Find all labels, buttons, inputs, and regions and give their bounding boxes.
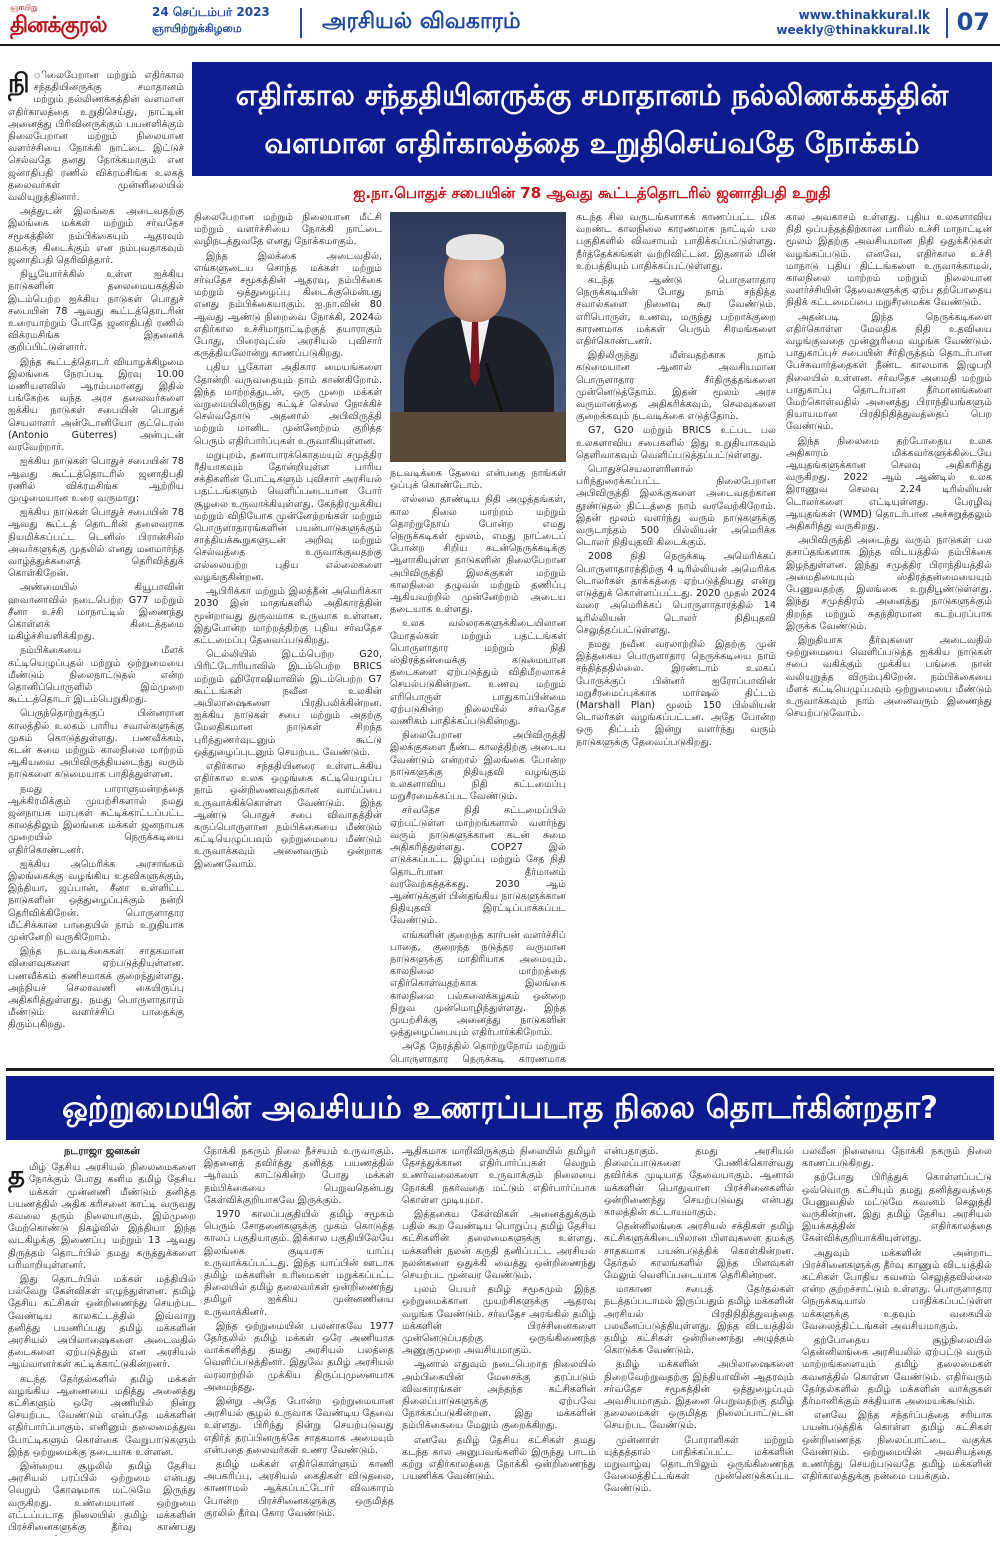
story1-subheadline: ஐ.நா.பொதுச் சபையின் 78 ஆவது கூட்டத்தொடரில் ஜனாதிபதி உறுதி	[353, 184, 831, 202]
story1-col5-para: இறுதியாக தீர்வுகளை அடைவதில் ஒற்றுமையை வெளிப்படுத்த ஐக்கிய நாடுகள் சபை வகிக்கும் முக்கிய பங்கை நான் வலியுறுத்த விரும்புகிறேன். நம்பிக்கையை மீளக் கட்டியெழுப்பவும் ஒற்றுமையை மீண்டும் உருவாக்கவும் நாம் அனைவரும் இணைந்து செயற்படுவோம்.	[786, 634, 992, 720]
story1-col1-para: பெருந்தொற்றுக்குப் பின்னரான காலத்தில் உலகம் பாரிய சவால்களுக்கு முகம் கொடுத்துள்ளது. பணவீக்கம், கடன் சுமை மற்றும் காலநிலை மாற்றம் ஆகியவை அபிவிருத்தியடைந்து வரும் நாடுகளை கடுமையாக பாதித்துள்ளன.	[8, 708, 184, 781]
story2-col4-para: தென்னிலங்கை அரசியல் சக்திகள் தமிழ் கட்சிகளுக்கிடையிலான பிளவுகளை தமக்கு சாதகமாக பயன்படுத்திக் கொள்கின்றன. தேர்தல் காலங்களில் இந்த பிளவுகள் மேலும் வெளிப்படையாக தெரிகின்றன.	[604, 1221, 794, 1282]
story1-headline-line2: வளமான எதிர்காலத்தை உறுதிசெய்வதே நோக்கம்	[264, 126, 920, 160]
story2-col5-para: அதுவும் மக்களின் அன்றாட பிரச்சினைகளுக்கு தீர்வு காணும் விடயத்தில் கட்சிகள் போதிய கவனம் செலுத்தவில்லை என்ற குற்றச்சாட்டும் உள்ளது. பொருளாதார நெருக்கடியால் பாதிக்கப்பட்டுள்ள மக்களுக்கு உதவும் வகையில் வேலைத்திட்டங்கள் அவசியமாகும்.	[802, 1247, 992, 1332]
photo-hair	[446, 234, 504, 260]
masthead-divider	[300, 8, 302, 38]
story2-col3-para: இத்தகைய கேள்விகள் அனைத்துக்கும் பதில் கூற வேண்டிய பொறுப்பு தமிழ் தேசிய கட்சிகளின் தலைமைகளுக்கு உள்ளது. மக்களின் நலன் கருதி தனிப்பட்ட அரசியல் நலன்களை ஒதுக்கி வைத்து ஒன்றிணைந்து செயற்பட முன்வர வேண்டும்.	[402, 1209, 596, 1282]
story1-col1-para: நி ிலைபேறான மற்றும் எதிர்கால சந்ததியினருக்கு சமாதானம் மற்றும் நல்லிணக்கத்தின் வளமான எதிர்காலத்தை உறுதிசெய்து, நாட்டின் அனைத்து பிரிவினருக்கும் பயனளிக்கும் நிலைபேறான மற்றும் நிலையான வளர்ச்சியை நோக்கி நாட்டை இட்டுச் செல்வதே தனது நோக்கமாகும் என ஜனாதிபதி ரணில் விக்ரமசிங்க உலகத் தலைவர்கள் முன்னிலையில் வலியுறுத்தினார்.	[8, 70, 184, 204]
website-link[interactable]: www.thinakkural.lk	[798, 8, 930, 22]
story1-column-1	[8, 70, 184, 1064]
story1-col5-para: இந்த நிலைமை தற்போதைய உலக அதிகாரம் மிக்கவர்களுக்கிடையே ஆயுதங்களுக்கான செலவு அதிகரித்து வருகிறது. 2022 ஆம் ஆண்டில் உலக இராணுவ செலவு 2.24 டிரில்லியன் டொலர்களை எட்டியுள்ளது. பேரழிவு ஆயுதங்கள் (WMD) தொடர்பான அச்சுறுத்தலும் அதிகரித்து வருகிறது.	[786, 435, 992, 533]
president-speech-photo[interactable]	[390, 212, 566, 462]
story1-column-4	[576, 212, 776, 1064]
story2-column-5	[802, 1146, 992, 1536]
contact-block	[776, 8, 930, 38]
story1-column-2	[194, 212, 382, 1064]
story1-col1-para: நமது பாராளுமன்றத்தை ஆக்கிரமிக்கும் முயற்சிகளால் நமது ஜனநாயக மரபுகள் சுட்டிக்காட்டப்பட்ட காலத்திலும் இலங்கை மக்கள் ஜனநாயக முறையில் நெருக்கடியை எதிர்கொண்டனர்.	[8, 783, 184, 856]
story1-col1-para: அத்துடன் இலங்கை அடைவதற்கு இலங்கை மக்கள் மற்றும் சர்வதேச சமூகத்தின் நம்பிக்கையும் ஆதரவும் தமக்கு கிடைக்கும் என நம்புவதாகவும் ஜனாதிபதி தெரிவித்தார்.	[8, 206, 184, 267]
drop-cap: நி	[8, 70, 30, 99]
story2-col4-para: முன்னாள் போராளிகள் மற்றும் யுத்தத்தால் பாதிக்கப்பட்ட மக்களின் மறுவாழ்வு தொடர்பிலும் ஒருங்கிணைந்த வேலைத்திட்டங்கள் முன்னெடுக்கப்பட வேண்டும்.	[604, 1434, 794, 1495]
story1-col2-para: புதிய பூகோள அதிகார மையங்களை தோன்றி வருவதையும் நாம் காண்கிறோம். இந்த மாற்றத்துடன், ஒரு முறை மக்கள் வறுமையிலிருந்து கட்டிச் செல்ல நோக்கிச் செல்வதோடு அதனால் அபிவிருத்தி மற்றும் மானிட முன்னேற்றம் குறித்த பெரும் எதிர்பார்ப்புகள் உருவாகியுள்ளன.	[194, 362, 382, 447]
story1-col3-para: எல்லை தாண்டிய நிதி அழுத்தங்கள், கால நிலை மாற்றம் மற்றும் தொற்றுநோய் போன்ற எமது நெருக்கடிகள் மூலம், எமது நாட்டைப் போன்ற சிறிய கடன்நெருக்கடிக்கு ஆளாகியுள்ள நாடுகளின் நிலைபேறான அபிவிருத்தி இலக்குகள் மற்றும் காலநிலை தழுவல் மற்றும் தணிப்பு ஆகியவற்றில் முன்னேற்றம் அடைய தடையாக உள்ளது.	[390, 494, 566, 616]
story2-headline: ஒற்றுமையின் அவசியம் உணரப்படாத நிலை தொடர்கின்றதா?	[61, 1090, 939, 1126]
masthead	[0, 0, 1000, 46]
story1-col2-para: ஆபிரிக்கா மற்றும் இலத்தீன் அமெரிக்கா 2030 இன் மாதங்களில் அதிகாரத்தின் மூன்றாவது துருவமாக உருவாக உள்ளன. இதுபோன்ற மாற்றத்திற்கு புதிய சர்வதேச கட்டமைப்பு தேவைப்படுகிறது.	[194, 586, 382, 646]
story2-col2-para: இன்று அதே போன்ற ஒற்றுமையான அரசியல் சூழல் உருவாக வேண்டிய தேவை உள்ளது. பிரிந்து நின்று செயற்படுவது எதிர்த் தரப்பினருக்கே சாதகமாக அமையும் என்பதை தலைவர்கள் உணர வேண்டும்.	[204, 1396, 394, 1456]
story1-col4-para: நமது நவீன வரலாற்றில் இதற்கு முன் இத்தகைய பொருளாதார நெருக்கடியை நாம் சந்தித்ததில்லை. இரண்டாம் உலகப் போருக்குப் பின்னர் ஐரோப்பாவின் மறுசீரமைப்புக்காக மார்ஷல் திட்டம் (Marshall Plan) மூலம் 150 பில்லியன் டொலர்கள் வழங்கப்பட்டன. அதே போன்ற ஒரு திட்டம் இன்று வளர்ந்து வரும் நாடுகளுக்கு தேவைப்படுகிறது.	[576, 638, 776, 748]
story1-col2-para: எதிர்கால சந்ததியினரை உள்ளடக்கிய எதிர்கால உலக ஒழுங்கை கட்டியெழுப்ப நாம் ஒன்றிணைவதற்கான வாய்ப்பை உருவாக்கிக்கொள்ள வேண்டும். இந்த ஆண்டு பொதுச் சபை விவாதத்தின் கருப்பொருளான நம்பிக்கையை மீண்டும் கட்டியெழுப்பவும் ஒற்றுமையை மீண்டும் உருவாக்கவும் அனைவரும் ஒன்றாக இணைவோம்.	[194, 760, 382, 870]
story1-col3-para: எங்களின் குறைந்த கார்பன் வளர்ச்சிப் பாதை, குறைந்த நடுத்தர வருமான நாடுகளுக்கு மாதிரியாக அமையும். காலநிலை மாற்றத்தை எதிர்கொள்வதற்காக இலங்கை காலநிலை பல்கலைக்கழகம் ஒன்றை நிறுவ முன்மொழிந்துள்ளது. இந்த முயற்சிக்கு அனைத்து நாடுகளின் ஒத்துழைப்பையும் எதிர்பார்க்கிறோம்.	[390, 929, 566, 1039]
story2-col2-para: நோக்கி நகரும் நிலை நீச்சயம் உருவாகும். இதனைத் தவிர்த்து தனித்த பயணத்தில் ஆர்வம் காட்டுகின்ற போது மக்கள் நம்பிக்கையை பெறுவதென்பது கேள்விக்குறியாகவே இருக்கும்.	[204, 1146, 394, 1206]
story2-col5-para: எனவே இந்த சந்தர்ப்பத்தை சரியாக பயன்படுத்திக் கொள்ள தமிழ் கட்சிகள் ஒன்றிணைந்த நிலைப்பாட்டை வகுக்க வேண்டும். ஒற்றுமையின் அவசியத்தை உணர்ந்து செயற்படுவதே தமிழ் மக்களின் எதிர்காலத்துக்கு நன்மை பயக்கும்.	[802, 1410, 992, 1483]
story2-col1-para: தமிழ் தேசிய அரசியல் நிலைமைகளை நோக்கும் போது கனிம தமிழ் தேசிய மக்கள் முன்னணி மீண்டும் தனித்த பயணத்தில் அதிக கரிசனை காட்டி வருவது கவலை தரும் நிலையாகும். இம்முறை மேற்கொண்டு நிகழ்வில் இந்தியா இந்த வடகிழக்கு இணைப்பு மற்றும் 13 ஆவது திருத்தம் தொடர்பில் தமது கருத்துக்களை பரிமாறியுள்ளனர்.	[8, 1161, 196, 1271]
story1-headline-banner[interactable]	[192, 62, 992, 176]
story2-col3-para: புலம் பெயர் தமிழ் சமூகமும் இந்த ஒற்றுமைக்கான முயற்சிகளுக்கு ஆதரவு வழங்க வேண்டும். சர்வதேச அரங்கில் தமிழ் மக்களின் பிரச்சினைகளை முன்னெடுப்பதற்கு ஒருங்கிணைந்த அணுகுமுறை அவசியமாகும்.	[402, 1284, 596, 1357]
issue-day: ஞாயிற்றுக்கிழமை	[152, 22, 242, 35]
story1-col1-para: இந்த நடவடிக்கைகள் சாதகமான விளைவுகளை ஏற்படுத்தியுள்ளன. பணவீக்கம் கணிசமாகக் குறைந்துள்ளது. அந்நியச் செலாவணி கையிருப்பு அதிகரித்துள்ளது. நமது பொருளாதாரம் மீண்டும் வளர்ச்சிப் பாதைக்கு திரும்புகிறது.	[8, 946, 184, 1031]
story-separator-rule	[6, 1068, 994, 1071]
story2-headline-banner[interactable]	[6, 1076, 994, 1140]
story1-col1-para: ஐக்கிய அமெரிக்க அரசாங்கம் இலங்கைக்கு வழங்கிய உதவிகளுக்கும், இந்தியா, ஜப்பான், சீனா உள்ளிட்ட நாடுகளின் ஒத்துழைப்புக்கும் நன்றி தெரிவிக்கிறேன். பொருளாதார மீட்சிக்கான பாதையில் நாம் உறுதியாக முன்னேறி வருகிறோம்.	[8, 858, 184, 944]
story2-col4-para: மாகாண சபைத் தேர்தல்கள் நடத்தப்படாமல் இருப்பதும் தமிழ் மக்களின் அரசியல் பிரதிநிதித்துவத்தை பலவீனப்படுத்தியுள்ளது. இந்த விடயத்தில் தமிழ் கட்சிகள் ஒன்றிணைந்து அழுத்தம் கொடுக்க வேண்டும்.	[604, 1284, 794, 1357]
story1-col2-para: நிலைபேறான மற்றும் நிலையான மீட்சி மற்றும் வளர்ச்சியை நோக்கி நாட்டை வழிநடத்துவதே எனது நோக்கமாகும்.	[194, 212, 382, 248]
story1-col1-para: ஐக்கிய நாடுகள் பொதுச் சபையின் 78 ஆவது கூட்டத் தொடரின் தலைவராக நியமிக்கப்பட்ட டெனிஸ் பிரான்சிஸ் அவர்களுக்கு முதலில் எனது மனமார்ந்த வாழ்த்துக்களைத் தெரிவித்துக் கொள்கிறேன்.	[8, 507, 184, 580]
story1-col1-para: நம்பிக்கையை மீளக் கட்டியெழுப்புதல் மற்றும் ஒற்றுமையை மீண்டும் நிலைநாட்டுதல் என்ற தொனிப்பொருளில் இம்முறை கூட்டத்தொடர் இடம்பெறுகிறது.	[8, 645, 184, 706]
story1-headline-line1: எதிர்கால சந்ததியினருக்கு சமாதானம் நல்லிணக்கத்தின்	[235, 78, 949, 112]
story1-col3-para: நிலைபேறான அபிவிருத்தி இலக்குகளை நீண்ட காலத்திற்கு அடைய வேண்டும் என்றால் இலங்கை போன்ற நாடுகளுக்கு நிதியுதவி வழங்கும் உலகளாவிய நிதி கட்டமைப்பு மறுசீரமைக்கப்பட வேண்டும்.	[390, 730, 566, 803]
story1-col5-para: அதன்படி இந்த நெருக்கடிகளை எதிர்கொள்ள மேலதிக நிதி உதவியை வழங்குவதை முன்னுரிமை வழங்க வேண்டும். பாதுகாப்புச் சபையின் சீர்திருத்தம் தொடர்பான பேச்சுவார்த்தைகள் நீண்ட காலமாக இழுபறி நிலையில் உள்ளன. சர்வதேச அமைதி மற்றும் பாதுகாப்பு தொடர்பான தீர்மானங்களை மேற்கொள்வதில் அனைத்து பிராந்தியங்களும் நியாயமான பிரதிநிதித்துவத்தைப் பெற வேண்டும்.	[786, 311, 992, 433]
story2-col2-para: 1970 காலப்பகுதியில் தமிழ் சமூகம் பெரும் சோதனைகளுக்கு முகம் கொடுத்த காலப் பகுதியாகும். இக்கால பகுதியிலேயே இலங்கை குடியரசு யாப்பு உருவாக்கப்பட்டது. இந்த யாப்பின் ஊடாக தமிழ் மக்களின் உரிமைகள் மறுக்கப்பட்ட நிலையில் தமிழ் தலைவர்கள் ஒன்றிணைந்து தமிழர் ஐக்கிய முன்னணியை உருவாக்கினர்.	[204, 1209, 394, 1318]
story1-col1-para: ஐக்கிய நாடுகள் பொதுச் சபையின் 78 ஆவது கூட்டத்தொடரில் ஜனாதிபதி ரணில் விக்ரமசிங்க ஆற்றிய முழுமையான உரை வருமாறு:	[8, 456, 184, 504]
story2-col5-para: பலவீன நிலையை நோக்கி நகரும் நிலை காணப்படுகிறது.	[802, 1146, 992, 1170]
story1-col4-para: 2008 நிதி நெருக்கடி அமெரிக்கப் பொருளாதாரத்திற்கு 4 டிரில்லியன் அமெரிக்க டொலர்கள் தாக்கத்தை ஏற்படுத்தியது என்று எடுத்துக் கொள்ளப்பட்டது. 2020 முதல் 2024 வரை அமெரிக்கப் பொருளாதாரத்தில் 14 டிரில்லியன் டொலர் நிதியுதவி செலுத்தப்பட்டுள்ளது.	[576, 551, 776, 636]
story1-column-5	[786, 212, 992, 1064]
story1-col1-para: இந்த கூட்டத்தொடர் வியாழக்கிழமை இலங்கை நேரப்படி இரவு 10.00 மணியளவில் ஆரம்பமானது இதில் பங்கேற்க வந்த அரச தலைவர்களை ஐக்கிய நாடுகள் சபையின் பொதுச் செயலாளர் அன்டோனியோ குட்டெரஸ் (Antonio Guterres) அன்புடன் வரவேற்றார்.	[8, 356, 184, 454]
story1-col5-para: அபிவிருத்தி அடைந்து வரும் நாடுகள் பல தசாப்தங்களாக இந்த விடயத்தில் நம்பிக்கை இழந்துள்ளன. இந்து சமுத்திர பிராந்தியத்தில் அமைதியையும் ஸ்திரத்தன்மையையும் பேணுவதற்கு இலங்கை உறுதிபூண்டுள்ளது. இந்து சமுத்திரம் அனைத்து நாடுகளுக்கும் திறந்த மற்றும் சுதந்திரமான கடற்பரப்பாக இருக்க வேண்டும்.	[786, 535, 992, 632]
story1-col2-para: மறுபுறம், தனாபாரக்கொதமயும் சமுத்திர ரீதியாகவும் தோன்றியுள்ள பாரிய சக்திகளின் போட்டிகளும் புவிசார் அரசியல் பதட்டங்களும் வெளிப்படையான போர் சூழலை உருவாக்கியுள்ளது. கேந்திரமுக்கிய மற்றும் விநியோக முன்னேற்றங்கள் மற்றும் பொருளாதாரங்களின் பயன்பாடுகளுக்கும் சாத்தியக்கூறுகளுடன் அறிவு மற்றும் செல்வத்தை உருவாக்குவதற்கு எல்லையற்ற புதிய எல்லைகளை வழங்குகின்றன.	[194, 449, 382, 583]
story1-col3-para: நடவடிக்கை தேவை என்பதை நாங்கள் ஒப்புக் கொண்டோம்.	[390, 468, 566, 492]
story2-col1-para: கடந்த தேர்தல்களில் தமிழ் மக்கள் வழங்கிய ஆணையை மதித்து அனைத்து கட்சிகளும் ஒரே அணியில் நின்று செயற்பட வேண்டும் என்பதே மக்களின் எதிர்பார்ப்பாகும். எனினும் தலைமைத்துவ போட்டிகளும் கொள்கை வேறுபாடுகளும் இந்த ஒற்றுமைக்கு தடையாக உள்ளன.	[8, 1373, 196, 1458]
story1-col1-para: அண்மையில் கியூபாவின் ஹவானாவில் நடைபெற்ற G77 மற்றும் சீனா உச்சி மாநாட்டில் இணைந்து கொள்ளக் கிடைத்தமை மகிழ்ச்சியளிக்கிறது.	[8, 582, 184, 643]
section-title: அரசியல் விவகாரம்	[322, 9, 521, 34]
story1-col4-para: இதிலிருந்து மீள்வதற்காக நாம் கடுமையான ஆனால் அவசியமான பொருளாதார சீர்திருத்தங்களை முன்னெடுத்தோம். இதன் மூலம் அரச வருமானத்தை அதிகரிக்கவும், செலவுகளை குறைக்கவும் நடவடிக்கை எடுத்தோம்.	[576, 350, 776, 423]
story1-col4-para: பொதுச்செயலாளரினால் பரிந்துரைக்கப்பட்ட நிலைபேறான அபிவிருத்தி இலக்குகளை அடைவதற்கான தூண்டுதல் திட்டத்தை நாம் வரவேற்கிறோம். இதன் மூலம் வளர்ந்து வரும் நாடுகளுக்கு வருடாந்தம் 500 பில்லியன் அமெரிக்க டொலர் நிதியுதவி கிடைக்கும்.	[576, 464, 776, 549]
newspaper-logo[interactable]	[10, 3, 138, 41]
story2-col2-para: இந்த ஒற்றுமையின் பலனாகவே 1977 தேர்தலில் தமிழ் மக்கள் ஒரே அணியாக வாக்களித்து தமது அரசியல் பலத்தை வெளிப்படுத்தினர். இதுவே தமிழ் அரசியல் வரலாற்றில் முக்கிய திருப்புமுனையாக அமைந்தது.	[204, 1320, 394, 1393]
story1-col4-para: கடந்த சில வருடங்களாகக் காணப்பட்ட மிக வறண்ட காலநிலை காரணமாக நாட்டில் பல பகுதிகளில் விவசாயம் பாதிக்கப்பட்டுள்ளது. நீர்த்தேக்கங்கள் வற்றிவிட்டன. இதனால் மின் உற்பத்தியும் பாதிக்கப்பட்டுள்ளது.	[576, 212, 776, 272]
story1-col3-para: உலக வல்லரசுகளுக்கிடையிலான மோதல்கள் மற்றும் பதட்டங்கள் பொருளாதார மற்றும் நிதி ஸ்திரத்தன்மைக்கு கடுமையான தடைகளை ஏற்படுத்தும் விதிமீறலாகச் செயல்படுகின்றன. உணவு மற்றும் எரிபொருள் பாதுகாப்பின்மை ஏற்படுகின்ற நிலையில் சர்வதேச வணிகம் பாதிக்கப்படுகின்றது.	[390, 618, 566, 728]
story2-col3-para: எனவே தமிழ் தேசிய கட்சிகள் தமது கடந்த கால அனுபவங்களில் இருந்து பாடம் கற்று எதிர்காலத்தை நோக்கி ஒன்றிணைந்து பயணிக்க வேண்டும்.	[402, 1434, 596, 1483]
story2-col3-para: ஆதிகமாக மாறிவிருக்கும் நிலையில் தமிழர் தேசத்துக்கான எதிர்பார்ப்புகள் வெறும் உணர்வலைகளை உருவாக்கும் நிலையை நோக்கி நகர்வதை மட்டும் எதிர்பார்ப்பாக கொள்ள முடியுமா.	[402, 1146, 596, 1206]
story1-col1-para: நியூயோர்க்கில் உள்ள ஐக்கிய நாடுகளின் தலைமையகத்தில் இடம்பெற்ற ஐக்கிய நாடுகள் பொதுச் சபையின் 78 ஆவது கூட்டத்தொடரின் உரையாற்றும் போதே ஜனாதிபதி ரணில் விக்ரமசிங்க இதனைக் குறிப்பிட்டுள்ளார்.	[8, 269, 184, 354]
story2-col1-para: இன்றைய சூழலில் தமிழ் தேசிய அரசியல் பரப்பில் ஒற்றுமை என்பது வெறும் கோஷமாக மட்டுமே இருந்து வருகிறது. உண்மையான ஒற்றுமை எட்டப்படாத நிலையில் தமிழ் மக்களின் பிரச்சினைகளுக்கு தீர்வு காண்பது	[8, 1461, 196, 1534]
story2-column-3	[402, 1146, 596, 1536]
story2-col5-para: தற்போது பிரித்துக் கொள்ளப்பட்டு ஒவ்வொரு கட்சியும் தமது தனித்துவத்தை பேணுவதில் மட்டுமே கவனம் செலுத்தி வருகின்றன. இது தமிழ் தேசிய அரசியல் இயக்கத்தின் எதிர்காலத்தை கேள்விக்குறியாக்கியுள்ளது.	[802, 1172, 992, 1245]
email-link[interactable]: weekly@thinakkural.lk	[776, 23, 930, 37]
page-number: 07	[956, 8, 990, 36]
photo-podium	[390, 412, 566, 462]
story1-col4-para: கடந்த ஆண்டு பொருளாதார நெருக்கடியின் போது நாம் சந்தித்த சவால்களை நினைவு கூர வேண்டும். எரிபொருள், உணவு, மருந்து பற்றாக்குறை காரணமாக மக்கள் பெரும் சிரமங்களை எதிர்கொண்டனர்.	[576, 275, 776, 348]
story1-col2-para: இந்த இலக்கை அடைவதில், எங்களுடைய சொந்த மக்கள் மற்றும் சர்வதேச சமூகத்தின் ஆதரவு, நம்பிக்கை மற்றும் ஒத்துழைப்பு கிடைக்குமென்பது எனது நம்பிக்கையாகும். ஐ.நா.வின் 80 ஆவது ஆண்டு நிறைவை நோக்கி, 2024ல் எதிர்கால உச்சிமாநாட்டிற்குத் தயாராகும் போது, பிரைவுட்ஸ் அரசியல் புவிசார் கருத்தியலோன்று காணப்படுகிறது.	[194, 250, 382, 360]
story2-column-2	[204, 1146, 394, 1536]
logo-wordmark: தினக்குரல்	[10, 12, 107, 38]
story1-column-3	[390, 468, 566, 1064]
story2-col1-para: இது தொடர்பில் மக்கள் மத்தியில் பல்வேறு கேள்விகள் எழுந்துள்ளன. தமிழ் தேசிய கட்சிகள் ஒன்றிணைந்து செயற்பட வேண்டிய காலகட்டத்தில் இவ்வாறு தனித்து பயணிப்பது தமிழ் மக்களின் அரசியல் அபிலாஷைகளை அடைவதில் தடைகளை ஏற்படுத்தும் என அரசியல் ஆய்வாளர்கள் சுட்டிக்காட்டுகின்றனர்.	[8, 1274, 196, 1371]
story1-col2-para: டெல்லியில் இடம்பெற்ற G20, பிரிட்டோரியாவில் இடம்பெற்ற BRICS மற்றும் ஹிரோஷிமாவில் இடம்பெற்ற G7 கூட்டங்கள் நவீன உலகின் அபிலாஷைகளை பிரதிபலிக்கின்றன. ஐக்கிய நாடுகள் சபை மற்றும் அதற்கு மேலதிகமான நாடுகள் சிறந்த புரிந்துணர்வுடனும் கூட்டு ஒத்துழைப்புடனும் செயற்பட வேண்டும்.	[194, 649, 382, 758]
story2-col3-para: ஆனால் எதுவும் நடைபெறாத நிலையில் அம்பிகையின் மேசைக்கு தரப்படும் விவகாரங்கள் அந்தந்த கட்சிகளின் நிலைப்பாடுகளுக்கு ஏற்பவே நோக்கப்படுகின்றன. இது மக்களின் நம்பிக்கையை மேலும் குறைக்கிறது.	[402, 1359, 596, 1432]
logo-weekday-tag: ஞாயிறு	[10, 3, 38, 12]
story2-byline: நடராஜா ஜனகன்	[64, 1146, 140, 1157]
story1-col5-para: கால அவகாசம் உள்ளது. புதிய உலகளாவிய நிதி ஒப்பந்தத்திற்கான பாரிஸ் உச்சி மாநாட்டின் மூலம் இதற்கு அவசியமான நிதி ஒதுக்கீடுகள் வழங்கப்படும். எனவே, எதிர்கால உச்சி மாநாடு புதிய திட்டங்களை உருவாக்காமல், காலநிலை மாற்றம் மற்றும் நிலையான வளர்ச்சியின் தேவைகளுக்கு ஏற்ப தற்போதைய நிதிக் கட்டமைப்பை மறுசீரமைக்க வேண்டும்.	[786, 212, 992, 309]
story1-col3-para: அதே நேரத்தில் தொற்றுநோய் மற்றும் பொருளாதார நெருக்கடி காரணமாக	[390, 1041, 566, 1064]
story2-col5-para: தற்போதைய சூழ்நிலையில் தென்னிலங்கை அரசியலில் ஏற்பட்டு வரும் மாற்றங்களையும் தமிழ் தலைமைகள் கவனத்தில் கொள்ள வேண்டும். எதிர்வரும் தேர்தல்களில் தமிழ் மக்களின் வாக்குகள் தீர்மானிக்கும் சக்தியாக அமையக்கூடும்.	[802, 1335, 992, 1408]
page-number-divider	[946, 8, 948, 38]
story1-col4-para: G7, G20 மற்றும் BRICS உட்பட பல உலகளாவிய சபைகளில் இது உறுதியாகவும் தெளிவாகவும் வெளிப்படுத்தப்பட்டுள்ளது.	[576, 425, 776, 461]
drop-cap: த	[8, 1161, 25, 1192]
story2-col2-para: தமிழ் மக்கள் எதிர்கொள்ளும் காணி அபகரிப்பு, அரசியல் கைதிகள் விடுதலை, காணாமல் ஆக்கப்பட்டோர் விவகாரம் போன்ற பிரச்சினைகளுக்கு ஒருமித்த குரலில் தீர்வு கோர வேண்டும்.	[204, 1459, 394, 1519]
story2-col4-para: என்பதாகும். தமது அரசியல் நிலைப்பாடுகளை பேணிக்கொள்வது தவிர்க்க முடியாத தேவையாகும். ஆனால் மக்களின் பொதுவான பிரச்சினைகளில் ஒன்றிணைந்து செயற்படுவது என்பது காலத்தின் கட்டாயமாகும்.	[604, 1146, 794, 1219]
story1-col3-para: சர்வதேச நிதி கட்டமைப்பில் ஏற்பட்டுள்ள மாற்றங்களால் வளர்ந்து வரும் நாடுகளுக்கான கடன் சுமை அதிகரித்துள்ளது. COP27 இல் எடுக்கப்பட்ட இழப்பு மற்றும் சேத நிதி தொடர்பான தீர்மானம் வரவேற்கத்தக்கது. 2030 ஆம் ஆண்டுக்குள் பின்தங்கிய நாடுகளுக்கான நிதியுதவி இரட்டிப்பாக்கப்பட வேண்டும்.	[390, 805, 566, 927]
issue-date-block	[152, 4, 292, 37]
story2-column-1	[8, 1146, 196, 1536]
story2-col4-para: தமிழ் மக்களின் அபிலாஷைகளை நிறைவேற்றுவதற்கு இந்தியாவின் ஆதரவும் சர்வதேச சமூகத்தின் ஒத்துழைப்பும் அவசியமாகும். இதனை பெறுவதற்கு தமிழ் தலைமைகள் ஒருமித்த நிலைப்பாட்டுடன் செயற்பட வேண்டும்.	[604, 1359, 794, 1432]
story2-column-4	[604, 1146, 794, 1536]
issue-date: 24 செப்டம்பர் 2023	[152, 5, 270, 19]
